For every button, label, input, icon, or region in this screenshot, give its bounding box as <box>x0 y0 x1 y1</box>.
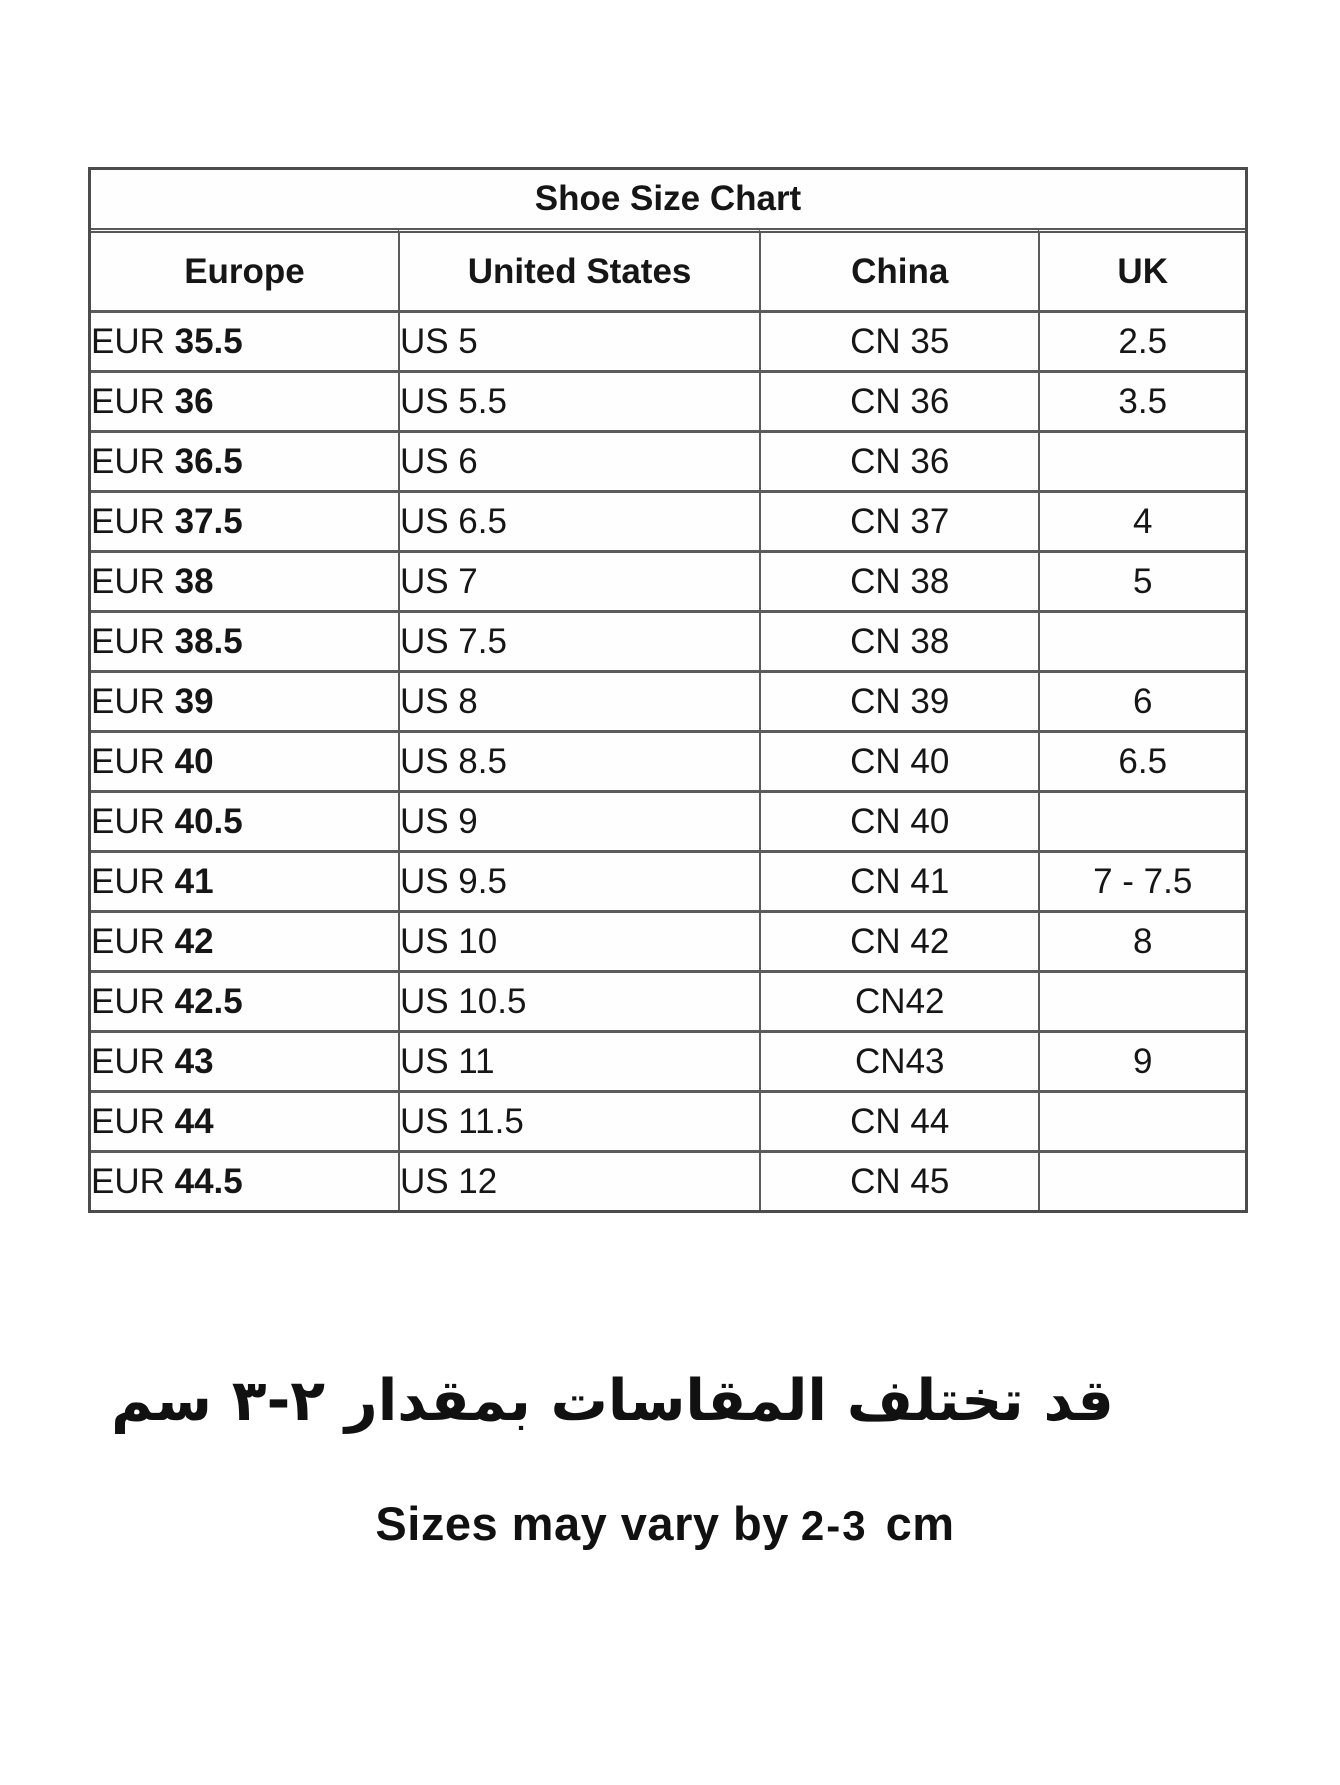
cn-cell: CN 38 <box>759 610 1038 670</box>
eur-label: EUR <box>91 861 175 901</box>
eur-size: 35.5 <box>174 321 243 361</box>
eur-size: 36 <box>174 381 214 421</box>
uk-cell: 4 <box>1038 490 1245 550</box>
us-cell: US 9.5 <box>398 850 759 910</box>
eur-cell <box>91 430 398 490</box>
eur-cell <box>91 370 398 430</box>
eur-cell <box>91 550 398 610</box>
eur-label: EUR <box>91 381 175 421</box>
eur-label: EUR <box>91 681 175 721</box>
english-note-unit: cm <box>885 1497 955 1550</box>
uk-cell: 6 <box>1038 670 1245 730</box>
eur-cell <box>91 310 398 370</box>
eur-size: 37.5 <box>174 501 243 541</box>
cn-cell: CN43 <box>759 1030 1038 1090</box>
header-europe: Europe <box>91 228 398 310</box>
cn-cell: CN 38 <box>759 550 1038 610</box>
us-cell: US 9 <box>398 790 759 850</box>
table-row <box>91 1150 1245 1210</box>
uk-cell: 5 <box>1038 550 1245 610</box>
uk-cell <box>1038 430 1245 490</box>
table-row <box>91 310 1245 370</box>
cn-cell: CN 40 <box>759 730 1038 790</box>
cn-cell: CN 36 <box>759 430 1038 490</box>
shoe-size-chart <box>88 167 1248 1213</box>
eur-size: 36.5 <box>174 441 243 481</box>
arabic-note: قد تختلف المقاسات بمقدار ٢-٣ سم <box>111 1368 1114 1434</box>
table-row <box>91 1090 1245 1150</box>
table-row <box>91 730 1245 790</box>
uk-cell <box>1038 790 1245 850</box>
shoe-size-table <box>88 167 1248 1213</box>
header-row <box>91 228 1245 310</box>
table-row <box>91 970 1245 1030</box>
eur-size: 44.5 <box>174 1161 243 1201</box>
eur-size: 40 <box>174 741 214 781</box>
table-row <box>91 790 1245 850</box>
cn-cell: CN 36 <box>759 370 1038 430</box>
us-cell: US 11 <box>398 1030 759 1090</box>
size-table-body <box>91 310 1245 1210</box>
eur-cell <box>91 670 398 730</box>
header-china: China <box>759 228 1038 310</box>
cn-cell: CN 39 <box>759 670 1038 730</box>
uk-cell: 8 <box>1038 910 1245 970</box>
us-cell: US 8.5 <box>398 730 759 790</box>
table-row <box>91 1030 1245 1090</box>
us-cell: US 8 <box>398 670 759 730</box>
eur-cell <box>91 490 398 550</box>
eur-label: EUR <box>91 501 175 541</box>
us-cell: US 6 <box>398 430 759 490</box>
eur-label: EUR <box>91 741 175 781</box>
cn-cell: CN 40 <box>759 790 1038 850</box>
us-cell: US 10.5 <box>398 970 759 1030</box>
cn-cell: CN 45 <box>759 1150 1038 1210</box>
header-uk: UK <box>1038 228 1245 310</box>
us-cell: US 11.5 <box>398 1090 759 1150</box>
eur-size: 42.5 <box>174 981 243 1021</box>
eur-cell <box>91 1150 398 1210</box>
eur-size: 44 <box>174 1101 214 1141</box>
us-cell: US 7.5 <box>398 610 759 670</box>
eur-size: 38 <box>174 561 214 601</box>
uk-cell: 7 - 7.5 <box>1038 850 1245 910</box>
cn-cell: CN42 <box>759 970 1038 1030</box>
eur-cell <box>91 850 398 910</box>
table-row <box>91 910 1245 970</box>
eur-size: 43 <box>174 1041 214 1081</box>
table-row <box>91 850 1245 910</box>
eur-size: 39 <box>174 681 214 721</box>
eur-label: EUR <box>91 321 175 361</box>
us-cell: US 12 <box>398 1150 759 1210</box>
us-cell: US 10 <box>398 910 759 970</box>
us-cell: US 5 <box>398 310 759 370</box>
eur-cell <box>91 1090 398 1150</box>
eur-size: 42 <box>174 921 214 961</box>
eur-cell <box>91 910 398 970</box>
us-cell: US 7 <box>398 550 759 610</box>
cn-cell: CN 35 <box>759 310 1038 370</box>
cn-cell: CN 41 <box>759 850 1038 910</box>
eur-label: EUR <box>91 981 175 1021</box>
table-row <box>91 430 1245 490</box>
uk-cell <box>1038 1090 1245 1150</box>
table-row <box>91 670 1245 730</box>
table-row <box>91 550 1245 610</box>
uk-cell: 3.5 <box>1038 370 1245 430</box>
title-row <box>91 170 1245 228</box>
cn-cell: CN 42 <box>759 910 1038 970</box>
eur-label: EUR <box>91 561 175 601</box>
eur-label: EUR <box>91 1101 175 1141</box>
uk-cell: 2.5 <box>1038 310 1245 370</box>
cn-cell: CN 44 <box>759 1090 1038 1150</box>
english-note-range: 2-3 <box>800 1502 868 1549</box>
eur-cell <box>91 1030 398 1090</box>
eur-cell <box>91 970 398 1030</box>
eur-label: EUR <box>91 621 175 661</box>
eur-cell <box>91 730 398 790</box>
uk-cell <box>1038 1150 1245 1210</box>
eur-label: EUR <box>91 441 175 481</box>
table-row <box>91 610 1245 670</box>
uk-cell: 6.5 <box>1038 730 1245 790</box>
uk-cell <box>1038 610 1245 670</box>
us-cell: US 5.5 <box>398 370 759 430</box>
eur-label: EUR <box>91 921 175 961</box>
english-note-prefix: Sizes may vary by <box>375 1497 789 1550</box>
uk-cell: 9 <box>1038 1030 1245 1090</box>
table-row <box>91 490 1245 550</box>
eur-label: EUR <box>91 1161 175 1201</box>
eur-cell <box>91 790 398 850</box>
english-note <box>0 1496 1330 1551</box>
header-united-states: United States <box>398 228 759 310</box>
eur-size: 40.5 <box>174 801 243 841</box>
eur-label: EUR <box>91 801 175 841</box>
table-title: Shoe Size Chart <box>534 179 802 218</box>
uk-cell <box>1038 970 1245 1030</box>
cn-cell: CN 37 <box>759 490 1038 550</box>
eur-size: 38.5 <box>174 621 243 661</box>
table-row <box>91 370 1245 430</box>
us-cell: US 6.5 <box>398 490 759 550</box>
eur-size: 41 <box>174 861 214 901</box>
eur-label: EUR <box>91 1041 175 1081</box>
eur-cell <box>91 610 398 670</box>
